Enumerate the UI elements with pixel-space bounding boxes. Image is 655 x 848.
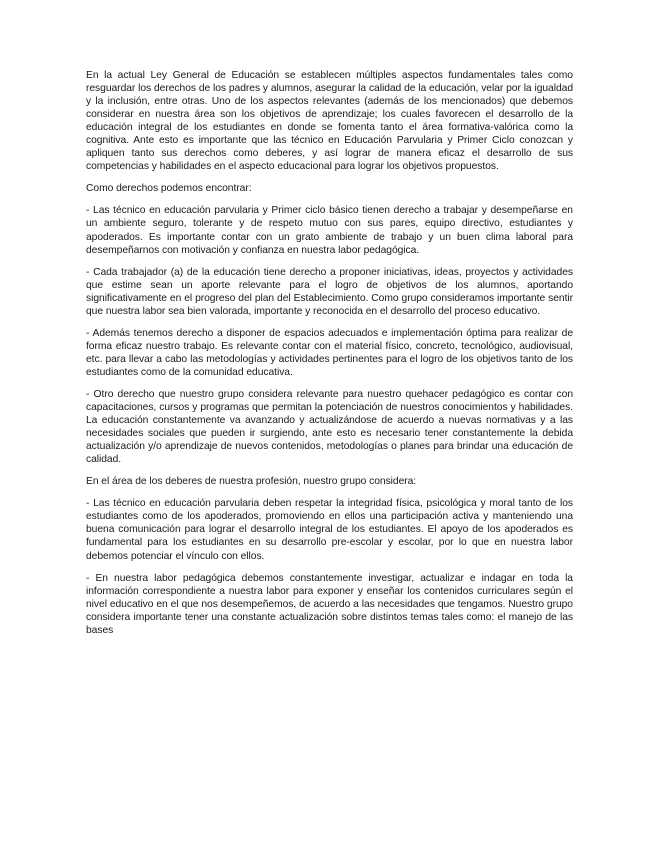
- document-page: [86, 69, 573, 646]
- duties-heading: En el área de los deberes de nuestra profesión, nuestro grupo considera:: [86, 476, 417, 488]
- right-item-3: - Además tenemos derecho a disponer de espacios adecuados e implementación óptima para realizar de forma eficaz nuestro trabajo. Es relevante contar con el material físico, concreto, tecnológico, audiovisual, etc. para llevar a cabo las metodologías y actividades pertinentes para el logro de los objetivos tanto de los estudiantes como de la comunidad educativa.: [86, 327, 573, 378]
- right-item-4: - Otro derecho que nuestro grupo considera relevante para nuestro quehacer pedagógico es contar con capacitaciones, cursos y programas que permitan la potenciación de nuestros conocimientos y habilidades. La educación constantemente va avanzando y actualizándose de acuerdo a nuevas normativas y a las necesidades sociales que pueden ir surgiendo, ante esto es necesario tener constantemente la debida actualización y/o aprendizaje de nuevos contenidos, metodologías o planes para brindar una educación de calidad.: [86, 388, 573, 466]
- right-item-1: - Las técnico en educación parvularia y Primer ciclo básico tienen derecho a trabajar y desempeñarse en un ambiente seguro, tolerante y de respeto mutuo con sus pares, equipo directivo, estudiantes y apoderados. Es importante contar con un grato ambiente de trabajo y un buen clima laboral para desempeñarnos con motivación y confianza en nuestra labor pedagógica.: [86, 205, 573, 256]
- intro-paragraph: En la actual Ley General de Educación se establecen múltiples aspectos fundamentales tales como resguardar los derechos de los padres y alumnos, asegurar la calidad de la educación, velar por la igualdad y la inclusión, entre otras. Uno de los aspectos relevantes (además de los mencionados) que debemos considerar en nuestra área son los objetivos de aprendizaje; los cuales favorecen el desarrollo de la educación integral de los estudiantes en donde se fomenta tanto el área formativa-valórica como la cognitiva. Ante esto es importante que las técnico en Educación Parvularia y Primer Ciclo conozcan y apliquen tanto sus derechos como deberes, y así lograr de manera eficaz el desarrollo de sus competencias y habilidades en el aspecto educacional para lograr los objetivos propuestos.: [86, 70, 573, 173]
- right-item-2: - Cada trabajador (a) de la educación tiene derecho a proponer iniciativas, ideas, proyectos y actividades que estime sean un aporte relevante para el logro de objetivos de los alumnos, aportando significativamente en el progreso del plan del Establecimiento. Como grupo consideramos importante sentir que nuestra labor sea bien valorada, importante y reconocida en el desarrollo del proceso educativo.: [86, 266, 573, 317]
- duty-item-2: - En nuestra labor pedagógica debemos constantemente investigar, actualizar e indagar en toda la información correspondiente a nuestra labor para exponer y enseñar los contenidos curriculares según el nivel educativo en el que nos desempeñemos, de acuerdo a las necesidades que tengamos. Nuestro grupo considera importante tener una constante actualización sobre distintos temas tales como: el manejo de las bases: [86, 572, 573, 636]
- rights-heading: Como derechos podemos encontrar:: [86, 183, 252, 195]
- duty-item-1: - Las técnico en educación parvularia deben respetar la integridad física, psicológica y moral tanto de los estudiantes como de los apoderados, promoviendo en ellos una participación activa y manteniendo una buena comunicación para lograr el desarrollo integral de los estudiantes. El apoyo de los apoderados es fundamental para los estudiantes en su desarrollo pre-escolar y escolar, por lo que en nuestra labor debemos potenciar el vínculo con ellos.: [86, 498, 573, 562]
